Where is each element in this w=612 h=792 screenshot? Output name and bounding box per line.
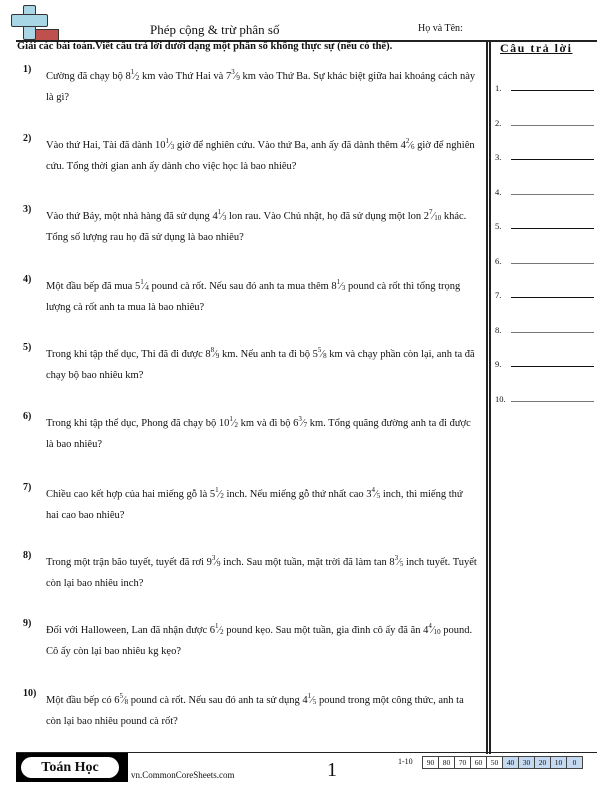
mixed-fraction bbox=[302, 692, 317, 706]
fraction-denominator: 9 bbox=[236, 74, 240, 82]
text-segment: Trong khi tập thể dục, Thi đã đi được bbox=[46, 349, 206, 360]
score-cell: 30 bbox=[519, 757, 535, 768]
fraction-whole: 5 bbox=[134, 281, 141, 292]
text-segment: inch tuyết. Tuyết còn lại bao nhiêu inch? bbox=[46, 557, 477, 589]
question-text bbox=[46, 480, 478, 526]
fraction-numerator: 1 bbox=[130, 68, 135, 76]
fraction-numerator: 3 bbox=[211, 554, 216, 562]
text-segment: Cường đã chạy bộ bbox=[46, 71, 126, 82]
question-text bbox=[46, 686, 478, 732]
score-cell: 60 bbox=[471, 757, 487, 768]
fraction-numerator: 1 bbox=[336, 278, 341, 286]
text-segment: Một đầu bếp có bbox=[46, 695, 115, 706]
fraction-whole: 8 bbox=[331, 281, 337, 292]
fraction-numerator: 4 bbox=[428, 622, 432, 630]
fraction-denominator: 2 bbox=[220, 628, 224, 636]
question-text bbox=[46, 62, 478, 108]
mixed-fraction bbox=[293, 415, 308, 429]
fraction-whole: 6 bbox=[114, 695, 120, 706]
question-number: 10) bbox=[23, 688, 37, 699]
mixed-fraction bbox=[212, 208, 227, 222]
score-cell: 0 bbox=[567, 757, 582, 768]
plus-logo-icon-bar bbox=[11, 14, 48, 27]
text-segment: giờ để nghiên cứu. Vào thứ Ba, anh ấy đã dành thêm bbox=[174, 140, 401, 151]
answer-line-7[interactable] bbox=[511, 297, 594, 298]
score-cell: 90 bbox=[423, 757, 439, 768]
text-segment: km. Nếu anh ta đi bộ bbox=[219, 349, 313, 360]
question-text bbox=[46, 409, 478, 455]
fraction-whole: 10 bbox=[218, 418, 230, 429]
question-number: 6) bbox=[23, 411, 32, 422]
fraction-denominator: 10 bbox=[434, 214, 442, 222]
question-text bbox=[46, 548, 478, 594]
fraction-denominator: 8 bbox=[124, 698, 129, 706]
fraction-numerator: 2 bbox=[405, 137, 410, 145]
mixed-fraction bbox=[423, 622, 441, 636]
mixed-fraction bbox=[389, 554, 404, 568]
answer-line-2[interactable] bbox=[511, 125, 594, 127]
fraction-whole: 4 bbox=[212, 211, 218, 222]
text-segment: pound cà rốt. Nếu sau đó anh ta mua thêm bbox=[148, 281, 332, 292]
fraction-numerator: 8 bbox=[210, 346, 215, 354]
question-number: 7) bbox=[23, 482, 32, 493]
text-segment: pound cà rốt. Nếu sau đó anh ta sử dụng bbox=[128, 695, 303, 706]
text-segment: pound. Cô ấy còn lại bao nhiêu kg kẹo? bbox=[46, 625, 473, 657]
fraction-slash: ⁄ bbox=[143, 281, 146, 292]
mixed-fraction bbox=[209, 486, 224, 500]
question-number: 3) bbox=[23, 204, 32, 215]
mixed-fraction bbox=[331, 278, 346, 292]
fraction-denominator: 2 bbox=[220, 492, 224, 500]
answer-line-8[interactable] bbox=[511, 332, 594, 334]
fraction-slash: ⁄ bbox=[218, 489, 221, 500]
fraction-whole: 8 bbox=[389, 557, 395, 568]
question-number: 2) bbox=[23, 133, 32, 144]
fraction-whole: 3 bbox=[366, 489, 372, 500]
fraction-whole: 5 bbox=[312, 349, 318, 360]
answer-label: 4. bbox=[495, 186, 502, 197]
fraction-numerator: 3 bbox=[394, 554, 399, 562]
fraction-denominator: 3 bbox=[341, 284, 346, 292]
answer-line-6[interactable] bbox=[511, 263, 594, 265]
question-text bbox=[46, 272, 478, 318]
brand-badge: Toán Học bbox=[21, 757, 119, 778]
fraction-slash: ⁄ bbox=[215, 557, 218, 568]
score-cell: 70 bbox=[455, 757, 471, 768]
fraction-numerator: 1 bbox=[215, 622, 219, 630]
fraction-numerator: 4 bbox=[371, 486, 376, 494]
fraction-slash: ⁄ bbox=[214, 349, 216, 360]
fraction-denominator: 5 bbox=[376, 492, 381, 500]
text-segment: km vào Thứ Hai và bbox=[139, 71, 226, 82]
fraction-denominator: 7 bbox=[303, 421, 308, 429]
fraction-whole: 4 bbox=[423, 625, 429, 636]
fraction-slash: ⁄ bbox=[375, 489, 377, 500]
fraction-denominator: 9 bbox=[215, 352, 220, 360]
fraction-slash: ⁄ bbox=[311, 695, 313, 706]
question-text bbox=[46, 340, 478, 386]
answer-line-3[interactable] bbox=[511, 159, 594, 160]
answer-label: 1. bbox=[495, 83, 502, 93]
text-segment: inch, thì miếng thứ hai cao bao nhiêu? bbox=[46, 489, 463, 521]
score-range-label: 1-10 bbox=[398, 757, 413, 766]
text-segment: inch. Nếu miếng gỗ thứ nhất cao bbox=[223, 489, 367, 500]
text-segment: Trong khi tập thể dục, Phong đã chạy bộ bbox=[46, 418, 219, 429]
fraction-whole: 4 bbox=[400, 140, 406, 151]
fraction-whole: 8 bbox=[205, 349, 211, 360]
fraction-denominator: 3 bbox=[222, 214, 227, 222]
fraction-numerator: 1 bbox=[229, 415, 233, 423]
text-segment: khác. Tổng số lượng rau họ đã sử dụng là bao nhiêu? bbox=[46, 211, 467, 243]
mixed-fraction bbox=[218, 415, 239, 429]
fraction-whole: 6 bbox=[209, 625, 215, 636]
score-cell: 40 bbox=[503, 757, 519, 768]
answer-label: 6. bbox=[495, 255, 502, 266]
mixed-fraction bbox=[205, 346, 220, 360]
answer-line-4[interactable] bbox=[511, 194, 594, 196]
fraction-numerator: 3 bbox=[231, 68, 235, 76]
instructions: Giải các bài toán.Viết câu trả lời dưới dạng một phân số không thực sự (nếu có thể). bbox=[17, 41, 393, 52]
fraction-denominator: 4 bbox=[145, 284, 149, 292]
question-text bbox=[46, 616, 478, 662]
fraction-numerator: 5 bbox=[119, 692, 123, 700]
answer-label: 10. bbox=[495, 393, 506, 404]
fraction-slash: ⁄ bbox=[169, 140, 171, 151]
fraction-slash: ⁄ bbox=[221, 211, 223, 222]
site-link: vn.CommonCoreSheets.com bbox=[131, 770, 235, 780]
fraction-whole: 5 bbox=[209, 489, 216, 500]
fraction-whole: 9 bbox=[206, 557, 212, 568]
fraction-slash: ⁄ bbox=[398, 557, 400, 568]
mixed-fraction bbox=[114, 692, 129, 706]
fraction-numerator: 1 bbox=[140, 278, 144, 286]
fraction-numerator: 1 bbox=[215, 486, 219, 494]
answer-line-1[interactable] bbox=[511, 90, 594, 91]
fraction-slash: ⁄ bbox=[134, 71, 136, 82]
fraction-slash: ⁄ bbox=[234, 71, 237, 82]
text-segment: km vào Thứ Ba. Sự khác biệt giữa hai khoảng cách này là gì? bbox=[46, 71, 476, 103]
mixed-fraction bbox=[209, 622, 224, 636]
text-segment: Chiều cao kết hợp của hai miếng gỗ là bbox=[46, 489, 210, 500]
fraction-slash: ⁄ bbox=[409, 140, 412, 151]
page-number: 1 bbox=[327, 759, 337, 781]
column-divider bbox=[489, 42, 491, 754]
fraction-denominator: 2 bbox=[234, 421, 239, 429]
mixed-fraction bbox=[155, 137, 175, 151]
text-segment: Vào thứ Bảy, một nhà hàng đã sử dụng bbox=[46, 211, 213, 222]
fraction-slash: ⁄ bbox=[301, 418, 304, 429]
fraction-whole: 7 bbox=[225, 71, 232, 82]
question-number: 1) bbox=[23, 64, 32, 75]
fraction-numerator: 1 bbox=[165, 137, 170, 145]
text-segment: lon rau. Vào Chủ nhật, họ đã sử dụng một lon bbox=[226, 211, 424, 222]
text-segment: pound cà rốt thì tổng trọng lượng cà rốt anh ta mua là bao nhiêu? bbox=[46, 281, 461, 313]
answer-label: 7. bbox=[495, 290, 502, 300]
score-cell: 80 bbox=[439, 757, 455, 768]
fraction-whole: 6 bbox=[293, 418, 299, 429]
score-cell: 20 bbox=[535, 757, 551, 768]
fraction-slash: ⁄ bbox=[432, 211, 435, 222]
text-segment: giờ để nghiên cứu. Tổng thời gian anh ấy dành cho việc học là bao nhiêu? bbox=[46, 140, 475, 172]
answer-label: 8. bbox=[495, 324, 502, 335]
fraction-denominator: 2 bbox=[135, 74, 140, 82]
question-number: 4) bbox=[23, 274, 32, 285]
mixed-fraction bbox=[125, 68, 140, 82]
fraction-numerator: 7 bbox=[429, 208, 433, 216]
name-label: Họ và Tên: bbox=[418, 23, 463, 34]
text-segment: km. Tổng quãng đường anh ta đi được là bao nhiêu? bbox=[46, 418, 471, 450]
fraction-numerator: 1 bbox=[307, 692, 312, 700]
text-segment: Vào thứ Hai, Tài đã dành bbox=[46, 140, 156, 151]
text-segment: km và đi bộ bbox=[238, 418, 294, 429]
score-cell: 50 bbox=[487, 757, 503, 768]
mixed-fraction bbox=[206, 554, 221, 568]
fraction-denominator: 3 bbox=[170, 143, 175, 151]
text-segment: Đối với Halloween, Lan đã nhận được bbox=[46, 625, 210, 636]
fraction-denominator: 5 bbox=[312, 698, 317, 706]
text-segment: Một đầu bếp đã mua bbox=[46, 281, 135, 292]
answer-line-10[interactable] bbox=[511, 401, 594, 403]
fraction-slash: ⁄ bbox=[431, 625, 434, 636]
fraction-whole: 10 bbox=[155, 140, 166, 151]
text-segment: pound kẹo. Sau một tuần, gia đình cô ấy đã ăn bbox=[223, 625, 424, 636]
answer-line-9[interactable] bbox=[511, 366, 594, 367]
fraction-slash: ⁄ bbox=[123, 695, 125, 706]
fraction-numerator: 5 bbox=[317, 346, 322, 354]
fraction-denominator: 6 bbox=[411, 143, 415, 151]
fraction-whole: 4 bbox=[302, 695, 308, 706]
text-segment: pound trong một công thức, anh ta còn lại bao nhiêu pound cà rốt? bbox=[46, 695, 464, 727]
answers-heading: Câu trả lời bbox=[500, 41, 573, 55]
fraction-denominator: 5 bbox=[399, 560, 404, 568]
text-segment: km và chạy phần còn lại, anh ta đã chạy bộ bao nhiêu km? bbox=[46, 349, 475, 381]
answer-label: 9. bbox=[495, 359, 502, 369]
question-number: 9) bbox=[23, 618, 32, 629]
fraction-whole: 8 bbox=[125, 71, 131, 82]
mixed-fraction bbox=[400, 137, 415, 151]
page-title: Phép cộng & trừ phân số bbox=[150, 22, 280, 37]
answer-label: 5. bbox=[495, 221, 502, 231]
column-divider bbox=[486, 42, 488, 754]
fraction-slash: ⁄ bbox=[232, 418, 235, 429]
text-segment: Trong một trận bão tuyết, tuyết đã rơi bbox=[46, 557, 207, 568]
fraction-denominator: 8 bbox=[323, 352, 327, 360]
mixed-fraction bbox=[423, 208, 442, 222]
answer-label: 2. bbox=[495, 117, 502, 128]
question-text bbox=[46, 131, 478, 177]
mixed-fraction bbox=[225, 68, 240, 82]
answer-line-5[interactable] bbox=[511, 228, 594, 229]
score-cell: 10 bbox=[551, 757, 567, 768]
mixed-fraction bbox=[312, 346, 327, 360]
mixed-fraction bbox=[366, 486, 381, 500]
text-segment: inch. Sau một tuần, mặt trời đã làm tan bbox=[220, 557, 390, 568]
fraction-slash: ⁄ bbox=[321, 349, 324, 360]
score-table bbox=[422, 756, 583, 769]
fraction-slash: ⁄ bbox=[340, 281, 342, 292]
fraction-slash: ⁄ bbox=[218, 625, 221, 636]
fraction-numerator: 1 bbox=[217, 208, 222, 216]
fraction-numerator: 3 bbox=[298, 415, 302, 423]
answer-label: 3. bbox=[495, 152, 502, 162]
mixed-fraction bbox=[134, 278, 149, 292]
fraction-whole: 2 bbox=[423, 211, 430, 222]
fraction-denominator: 10 bbox=[433, 628, 441, 636]
question-number: 8) bbox=[23, 550, 32, 561]
question-number: 5) bbox=[23, 342, 32, 353]
fraction-denominator: 9 bbox=[217, 560, 221, 568]
question-text bbox=[46, 202, 478, 248]
